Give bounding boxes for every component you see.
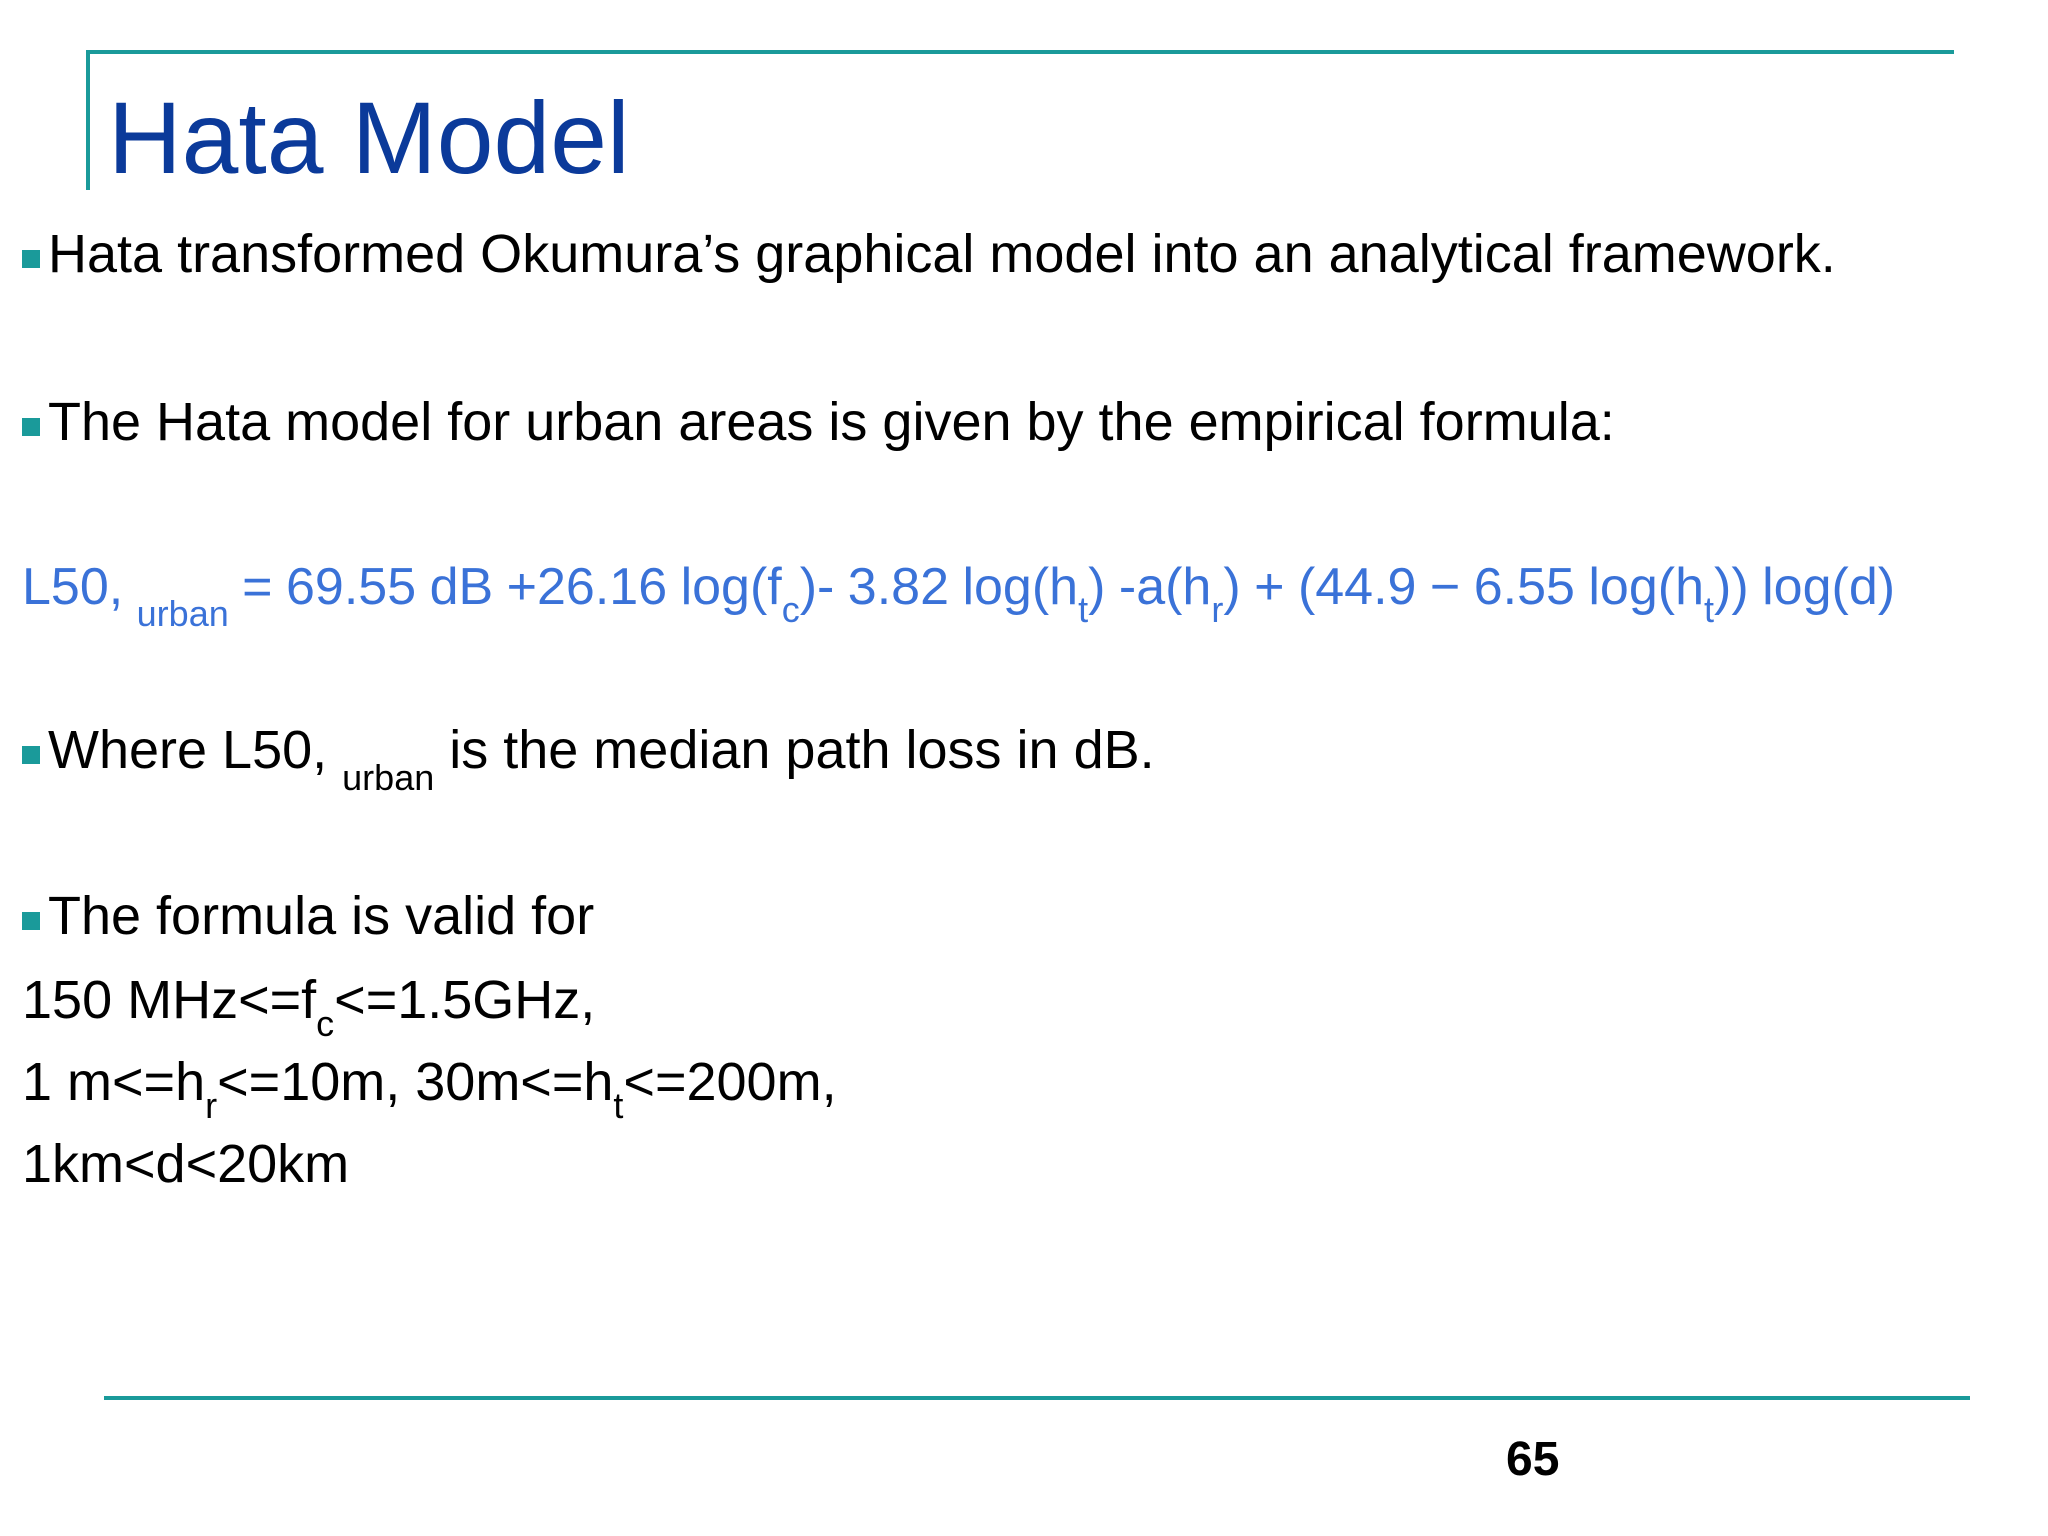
formula-part: )) log(d) <box>1714 558 1896 616</box>
formula-subscript: urban <box>136 593 229 634</box>
square-bullet-icon <box>22 418 40 436</box>
formula-subscript: r <box>1211 589 1224 630</box>
validity-subscript: c <box>316 1003 335 1044</box>
validity-text: <=10m, 30m<=h <box>217 1052 614 1112</box>
validity-text: 1 m<=h <box>22 1052 206 1112</box>
bullet-item-4 <box>22 884 594 948</box>
formula-part: = 69.55 dB +26.16 log(f <box>228 558 782 616</box>
validity-text: <=1.5GHz, <box>334 970 596 1030</box>
formula-part: ) + (44.9 − 6.55 log(h <box>1223 558 1705 616</box>
formula-subscript: c <box>781 589 800 630</box>
slide-title: Hata Model <box>108 81 630 195</box>
validity-distance-line <box>22 1132 349 1196</box>
bullet-item-3 <box>22 718 1155 798</box>
bullet-text-2: The Hata model for urban areas is given by the empirical formula: <box>48 392 1615 452</box>
formula-part: L50, <box>22 558 137 616</box>
validity-frequency-line <box>22 968 596 1044</box>
footer-rule <box>104 1396 1970 1400</box>
validity-subscript: t <box>613 1085 624 1126</box>
bullet-text-4: The formula is valid for <box>48 886 595 946</box>
title-frame-left-rule <box>86 50 90 190</box>
title-frame-top-rule <box>86 50 1954 54</box>
validity-text: 150 MHz<=f <box>22 970 317 1030</box>
validity-height-line <box>22 1050 837 1126</box>
formula-subscript: t <box>1704 589 1715 630</box>
validity-subscript: r <box>205 1085 218 1126</box>
square-bullet-icon <box>22 746 40 764</box>
bullet-item-1 <box>22 222 1836 286</box>
bullet-text-1: Hata transformed Okumura’s graphical model into an analytical framework. <box>48 224 1836 284</box>
page-number: 65 <box>1506 1433 1560 1486</box>
square-bullet-icon <box>22 912 40 930</box>
bullet-subscript: urban <box>342 757 435 798</box>
hata-formula <box>22 555 1896 634</box>
bullet-text-3-end: is the median path loss in dB. <box>434 720 1155 780</box>
formula-part: )- 3.82 log(h <box>799 558 1079 616</box>
formula-part: ) -a(h <box>1088 558 1212 616</box>
validity-text: <=200m, <box>623 1052 837 1112</box>
square-bullet-icon <box>22 250 40 268</box>
formula-subscript: t <box>1078 589 1089 630</box>
validity-text: 1km<d<20km <box>22 1134 350 1194</box>
bullet-text-3: Where L50, <box>48 720 343 780</box>
bullet-item-2 <box>22 390 1615 454</box>
